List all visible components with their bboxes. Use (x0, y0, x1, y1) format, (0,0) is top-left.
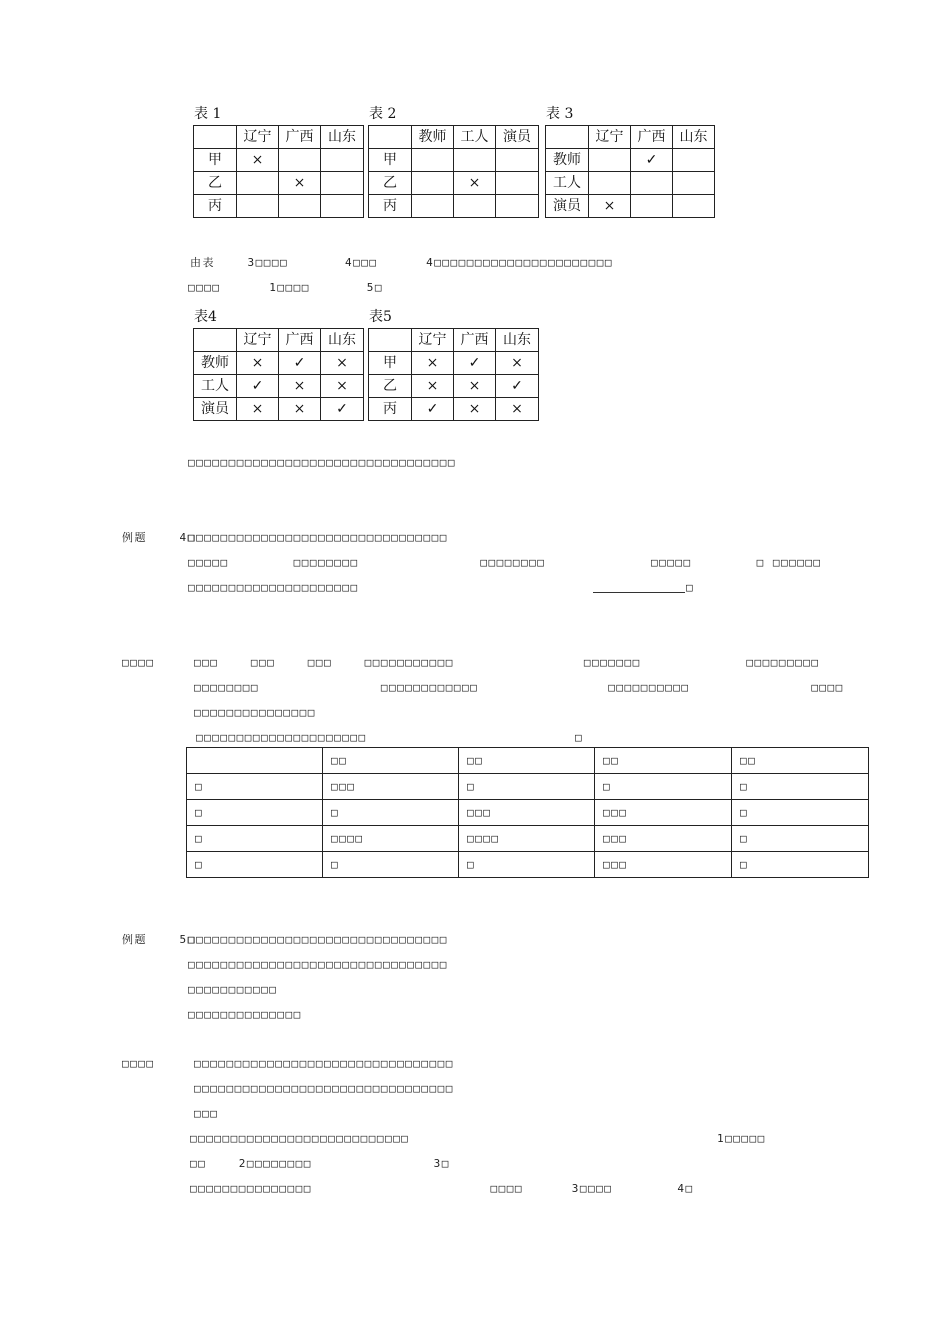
answer-blank (593, 592, 685, 593)
solution4-line2: □□□□□□□□ □□□□□□□□□□□□ □□□□□□□□□□ □□□□ (194, 681, 844, 694)
solution5-line4: □□□□□□□□□□□□□□□□□□□□□□□□□□□ (190, 1132, 410, 1145)
table2: 教师 工人 演员 甲 乙 × 丙 (368, 125, 539, 218)
example4-line3: □□□□□□□□□□□□□□□□□□□□□ (188, 581, 359, 594)
table1-title: 表 1 (194, 106, 222, 122)
table-row: □ □□□ □ □ □ (187, 774, 869, 800)
table3-title: 表 3 (546, 106, 574, 122)
example5-line4: □□□□□□□□□□□□□□ (188, 1008, 302, 1021)
example5-line2: □□□□□□□□□□□□□□□□□□□□□□□□□□□□□□□□ (188, 958, 448, 971)
solution4-line1: □□□ □□□ □□□ □□□□□□□□□□□ □□□□□□□ □□□□□□□□□ (194, 656, 820, 669)
example4-line3-end: □ (686, 581, 695, 594)
example4-label: 例题 4□ (122, 531, 196, 544)
solution5-line3: □□□ (194, 1107, 219, 1120)
solution5-line4-end: 1□□□□□ (717, 1132, 766, 1145)
example4-line2: □□□□□ □□□□□□□□ □□□□□□□□ □□□□□ □ □□□□□□ (188, 556, 822, 569)
table5: 辽宁 广西 山东 甲 × ✓ × 乙 × × ✓ 丙 ✓ × × (368, 328, 539, 421)
table5-title: 表5 (369, 309, 392, 325)
solution4-line3: □□□□□□□□□□□□□□□ (194, 706, 316, 719)
example4-line1: □□□□□□□□□□□□□□□□□□□□□□□□□□□□□□□□ (188, 531, 448, 544)
solution4-label: □□□□ (122, 656, 155, 669)
table4-title: 表4 (194, 309, 217, 325)
table-row: □□ □□ □□ □□ (187, 748, 869, 774)
example5-line1: □□□□□□□□□□□□□□□□□□□□□□□□□□□□□□□□ (188, 933, 448, 946)
table-row: □ □ □□□ □□□ □ (187, 800, 869, 826)
solution5-label: □□□□ (122, 1057, 155, 1070)
text-a-line1: 由表 3□□□□ 4□□□ 4□□□□□□□□□□□□□□□□□□□□□□ (190, 256, 614, 269)
solution5-line2: □□□□□□□□□□□□□□□□□□□□□□□□□□□□□□□□ (194, 1082, 454, 1095)
example5-label: 例题 5□ (122, 933, 196, 946)
text-a-line2: □□□□ 1□□□□ 5□ (188, 281, 383, 294)
solution5-line5: □□ 2□□□□□□□□ 3□ (190, 1157, 450, 1170)
table3: 辽宁 广西 山东 教师 ✓ 工人 演员 × (545, 125, 715, 218)
example5-line3: □□□□□□□□□□□ (188, 983, 278, 996)
table4: 辽宁 广西 山东 教师 × ✓ × 工人 ✓ × × 演员 × × ✓ (193, 328, 364, 421)
table1: 辽宁 广西 山东 甲 × 乙 × 丙 (193, 125, 364, 218)
solution4-line4: □□□□□□□□□□□□□□□□□□□□□ (196, 731, 367, 744)
solution4-table (186, 747, 869, 878)
table-row: □ □□□□ □□□□ □□□ □ (187, 826, 869, 852)
solution4-line4-end: □ (575, 731, 584, 744)
solution5-line1: □□□□□□□□□□□□□□□□□□□□□□□□□□□□□□□□ (194, 1057, 454, 1070)
table-row: □ □ □ □□□ □ (187, 852, 869, 878)
table2-title: 表 2 (369, 106, 397, 122)
text-b-line1: □□□□□□□□□□□□□□□□□□□□□□□□□□□□□□□□□ (188, 456, 457, 469)
solution5-line6: □□□□□□□□□□□□□□□ □□□□ 3□□□□ 4□ (190, 1182, 694, 1195)
